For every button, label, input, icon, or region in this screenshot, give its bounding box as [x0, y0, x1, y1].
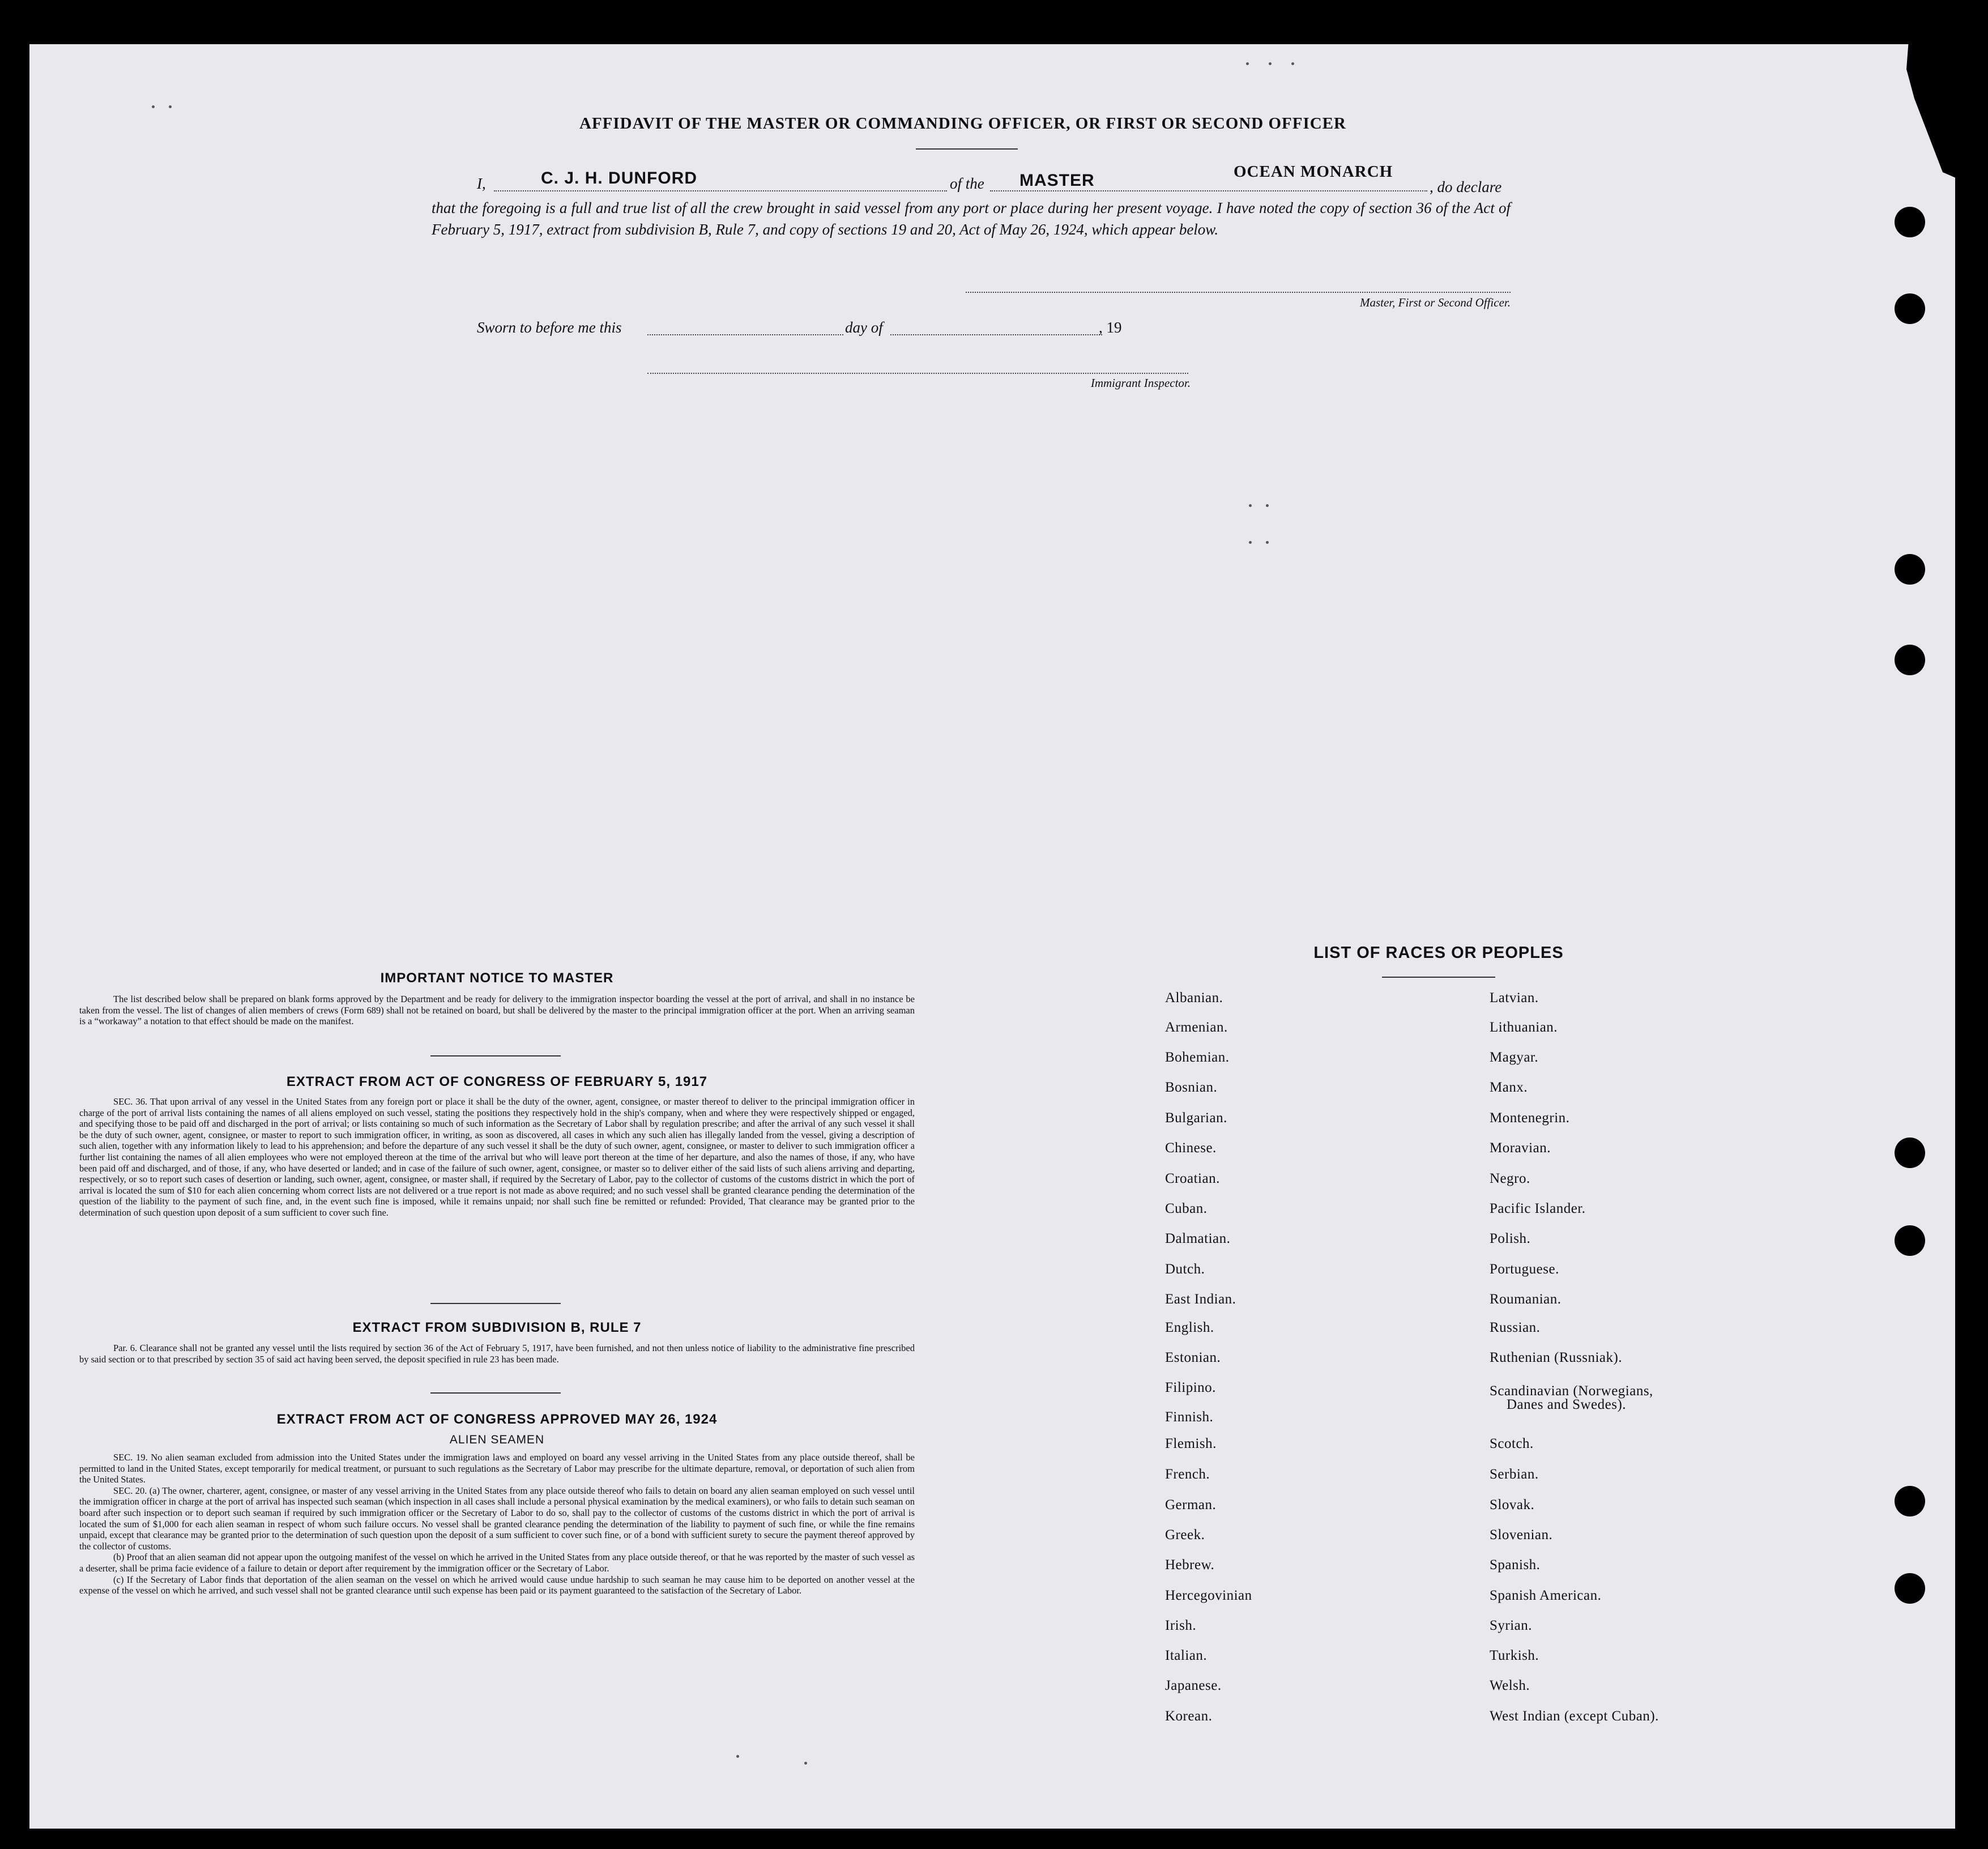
- do-declare-label: , do declare: [1430, 178, 1502, 195]
- race-item: Korean.: [1165, 1709, 1213, 1724]
- race-item: French.: [1165, 1467, 1210, 1482]
- race-item: Flemish.: [1165, 1436, 1217, 1451]
- race-item: Negro.: [1490, 1171, 1530, 1186]
- race-item: West Indian (except Cuban).: [1490, 1709, 1659, 1724]
- extract-1924-subtitle: ALIEN SEAMEN: [449, 1433, 545, 1446]
- sec-19-paragraph: SEC. 19. No alien seaman excluded from admission into the United States under the immigration laws and employed on board any vessel arriving in the United States from any place outside thereof, shall be permitted to land in the United States, except temporarily for medical treatment, or pursuant to such regulations as the Secretary of Labor may prescribe for the ultimate departure, removal, or deportation of such alien from the United States.: [79, 1452, 915, 1485]
- punch-hole: [1895, 645, 1925, 675]
- race-item: Lithuanian.: [1490, 1020, 1558, 1035]
- section-divider: [430, 1055, 561, 1056]
- section-divider: [430, 1392, 561, 1394]
- signature-label: Master, First or Second Officer.: [1360, 296, 1511, 309]
- race-item: Finnish.: [1165, 1409, 1214, 1425]
- extract-1917-body: SEC. 36. That upon arrival of any vessel in the United States from any foreign port or place it shall be the duty of the owner, agent, consignee, or master thereof to deliver to the principal immigration officer in charge of the port of arrival lists containing the names of all aliens employed on such vessel, stating the positions they respectively hold in the ship's company, when and where they were respectively shipped or engaged, and specifying those to be paid off and discharged in the port of arrival; or lists containing so much of such information as the Secretary of Labor shall by regulation prescribe; and after the arrival of any such vessel it shall be the duty of such owner, agent, consignee, or master to report to such immigration officer, in writing, as soon as discovered, all cases in which any such alien has illegally landed from the vessel, giving a description of such alien, together with any information likely to lead to his apprehension; and before the departure of any such vessel it shall be the duty of such owner, agent, consignee, or master to deliver to such immigration officer a further list containing the names of all alien employees who were not employed thereon at the time of the arrival but who will leave port thereon at the time of her departure, and also the names of those, if any, who have been paid off and discharged, and of those, if any, who have deserted or landed; and in case of the failure of such owner, agent, consignee, or master so to deliver either of the said lists of such aliens arriving and departing, respectively, or so to report such cases of desertion or landing, such owner, agent, consignee, or master shall, if required by the Secretary of Labor, pay to the collector of customs of the customs district in which the port of arrival is located the sum of $10 for each alien concerning whom correct lists are not delivered or a true report is not made as above required; and no such vessel shall be granted clearance pending the determination of the question of the liability to the payment of such fine, and, in the event such fine is imposed, while it remains unpaid; nor shall such fine be remitted or refunded: Provided, That clearance may be granted prior to the determination of such question upon deposit of a sum sufficient to cover such fine.: [79, 1096, 915, 1218]
- name-line: [494, 190, 947, 191]
- sec-20b-paragraph: (b) Proof that an alien seaman did not appear upon the outgoing manifest of the vessel on which he arrived in the United States from any place outside thereof, or that he was reported by the master of such vessel as a deserter, shall be prima facie evidence of a failure to detain or deport after requirement by the immigration officer or the Secretary of Labor.: [79, 1552, 915, 1574]
- master-name: C. J. H. DUNFORD: [541, 169, 698, 188]
- race-item: Bulgarian.: [1165, 1110, 1227, 1126]
- race-item: Danes and Swedes).: [1507, 1397, 1627, 1412]
- race-item: Dutch.: [1165, 1262, 1205, 1277]
- race-item: Bohemian.: [1165, 1050, 1230, 1065]
- race-item: Slovak.: [1490, 1497, 1535, 1513]
- title-divider: [916, 148, 1018, 150]
- of-the-label: of the: [950, 175, 984, 192]
- sec-20a-paragraph: SEC. 20. (a) The owner, charterer, agent, consignee, or master of any vessel arriving in the United States from any place outside thereof who fails to detain on board any alien seaman employed on such vessel until the immigration officer in charge at the port of arrival has inspected such seaman (which inspection in all cases shall include a personal physical examination by the medical examiners), or who fails to detain such seaman on board after such inspection or to deport such seaman if required by such immigration officer or the Secretary of Labor to do so, shall pay to the collector of customs of the customs district in which the port of arrival is located the sum of $1,000 for each alien seaman in respect of whom such failure occurs. No vessel shall be granted clearance pending the determination of the liability to payment of such fine, or while the fine remains unpaid, except that clearance may be granted prior to the determination of such question upon the deposit of a sum sufficient to cover such fine, or of a bond with sufficient surety to secure the payment thereof approved by the collector of customs.: [79, 1485, 915, 1552]
- race-item: Montenegrin.: [1490, 1110, 1570, 1126]
- race-item: Croatian.: [1165, 1171, 1220, 1186]
- punch-hole: [1895, 1486, 1925, 1516]
- race-item: Magyar.: [1490, 1050, 1539, 1065]
- races-divider: [1382, 977, 1495, 978]
- extract-rule7-body: Par. 6. Clearance shall not be granted any vessel until the lists required by section 36 of the Act of February 5, 1917, have been furnished, and not then unless notice of liability to the administrative fine prescribed by said section or to that prescribed by section 35 of said act having been served, the deposit specified in rule 23 has been made.: [79, 1343, 915, 1365]
- punch-hole: [1895, 207, 1925, 237]
- race-item: Greek.: [1165, 1527, 1205, 1543]
- race-item: Moravian.: [1490, 1140, 1551, 1156]
- punch-hole: [1895, 1225, 1925, 1256]
- notice-body: The list described below shall be prepared on blank forms approved by the Department and be ready for delivery to the immigration inspector boarding the vessel at the port of arrival, and shall in no instance be taken from the vessel. The list of changes of alien members of crews (Form 689) shall not be retained on board, but shall be delivered by the master to the principal immigration officer at the port. When an arriving seaman is a “workaway” a notation to that effect should be made on the manifest.: [79, 994, 915, 1027]
- rank-line: [990, 190, 1427, 191]
- race-item: Syrian.: [1490, 1618, 1533, 1633]
- race-item: Japanese.: [1165, 1678, 1222, 1693]
- section-divider: [430, 1303, 561, 1304]
- punch-hole: [1895, 1137, 1925, 1168]
- race-item: Filipino.: [1165, 1380, 1216, 1395]
- speck: [736, 1755, 739, 1758]
- race-item: Ruthenian (Russniak).: [1490, 1350, 1623, 1365]
- race-item: Slovenian.: [1490, 1527, 1553, 1543]
- race-item: Armenian.: [1165, 1020, 1228, 1035]
- signature-line: [966, 292, 1511, 293]
- day-of-label: day of: [845, 319, 883, 336]
- race-item: Dalmatian.: [1165, 1231, 1231, 1246]
- race-item: Latvian.: [1490, 990, 1539, 1006]
- inspector-label: Immigrant Inspector.: [1090, 376, 1191, 390]
- i-label: I,: [477, 175, 486, 192]
- race-item: Russian.: [1490, 1320, 1541, 1335]
- race-item: Italian.: [1165, 1648, 1208, 1663]
- race-item: Polish.: [1490, 1231, 1531, 1246]
- speck: [804, 1762, 807, 1765]
- speck: [1291, 62, 1294, 65]
- speck: [1249, 504, 1252, 507]
- race-item: English.: [1165, 1320, 1214, 1335]
- race-item: Turkish.: [1490, 1648, 1539, 1663]
- punch-hole: [1895, 1573, 1925, 1604]
- sworn-day-line: [647, 334, 843, 335]
- race-item: Serbian.: [1490, 1467, 1539, 1482]
- race-item: Roumanian.: [1490, 1292, 1562, 1307]
- race-item: Spanish American.: [1490, 1588, 1602, 1603]
- extract-1924-body: [79, 1452, 915, 1596]
- race-item: Hercegovinian: [1165, 1588, 1252, 1603]
- punch-hole: [1895, 293, 1925, 324]
- race-item: East Indian.: [1165, 1292, 1236, 1307]
- race-item: Pacific Islander.: [1490, 1201, 1586, 1216]
- race-item: Scotch.: [1490, 1436, 1534, 1451]
- punch-hole: [1895, 554, 1925, 585]
- sworn-month-line: [890, 334, 1102, 335]
- vessel-name: OCEAN MONARCH: [1234, 163, 1393, 181]
- race-item: Scandinavian (Norwegians,: [1490, 1383, 1653, 1399]
- rank-value: MASTER: [1019, 171, 1095, 190]
- race-item: Bosnian.: [1165, 1080, 1218, 1095]
- speck: [1269, 62, 1272, 65]
- race-item: Irish.: [1165, 1618, 1197, 1633]
- affidavit-title: AFFIDAVIT OF THE MASTER OR COMMANDING OFFICER, OR FIRST OR SECOND OFFICER: [579, 114, 1346, 133]
- race-item: German.: [1165, 1497, 1217, 1513]
- inspector-line: [647, 373, 1188, 374]
- race-item: Welsh.: [1490, 1678, 1530, 1693]
- sec-20c-paragraph: (c) If the Secretary of Labor finds that deportation of the alien seaman on the vessel on which he arrived would cause undue hardship to such seaman he may cause him to be deported on another vessel at the expense of the vessel on which he arrived, and such vessel shall not be granted clearance until such expense has been paid or its payment guaranteed to the satisfaction of the Secretary of Labor.: [79, 1574, 915, 1596]
- race-item: Cuban.: [1165, 1201, 1208, 1216]
- extract-1924-title: EXTRACT FROM ACT OF CONGRESS APPROVED MAY 26, 1924: [276, 1412, 718, 1427]
- race-item: Portuguese.: [1490, 1262, 1559, 1277]
- speck: [1246, 62, 1249, 65]
- race-item: Spanish.: [1490, 1557, 1541, 1573]
- speck: [1266, 541, 1269, 544]
- race-item: Hebrew.: [1165, 1557, 1215, 1573]
- race-item: Chinese.: [1165, 1140, 1217, 1156]
- affidavit-body: that the foregoing is a full and true list of all the crew brought in said vessel from any port or place during her present voyage. I have noted the copy of section 36 of the Act of February 5, 1917, extract from subdivision B, Rule 7, and copy of sections 19 and 20, Act of May 26, 1924, which appear below.: [432, 199, 1511, 238]
- race-item: Manx.: [1490, 1080, 1528, 1095]
- notice-title: IMPORTANT NOTICE TO MASTER: [380, 970, 614, 986]
- year-label: , 19: [1099, 319, 1122, 336]
- speck: [1249, 541, 1252, 544]
- speck: [169, 105, 172, 108]
- extract-rule7-title: EXTRACT FROM SUBDIVISION B, RULE 7: [352, 1320, 642, 1335]
- sworn-label: Sworn to before me this: [477, 319, 622, 336]
- race-item: Albanian.: [1165, 990, 1223, 1006]
- speck: [152, 105, 155, 108]
- speck: [1266, 504, 1269, 507]
- race-item: Estonian.: [1165, 1350, 1221, 1365]
- extract-1917-title: EXTRACT FROM ACT OF CONGRESS OF FEBRUARY 5, 1917: [286, 1074, 708, 1089]
- races-title: LIST OF RACES OR PEOPLES: [1313, 944, 1564, 962]
